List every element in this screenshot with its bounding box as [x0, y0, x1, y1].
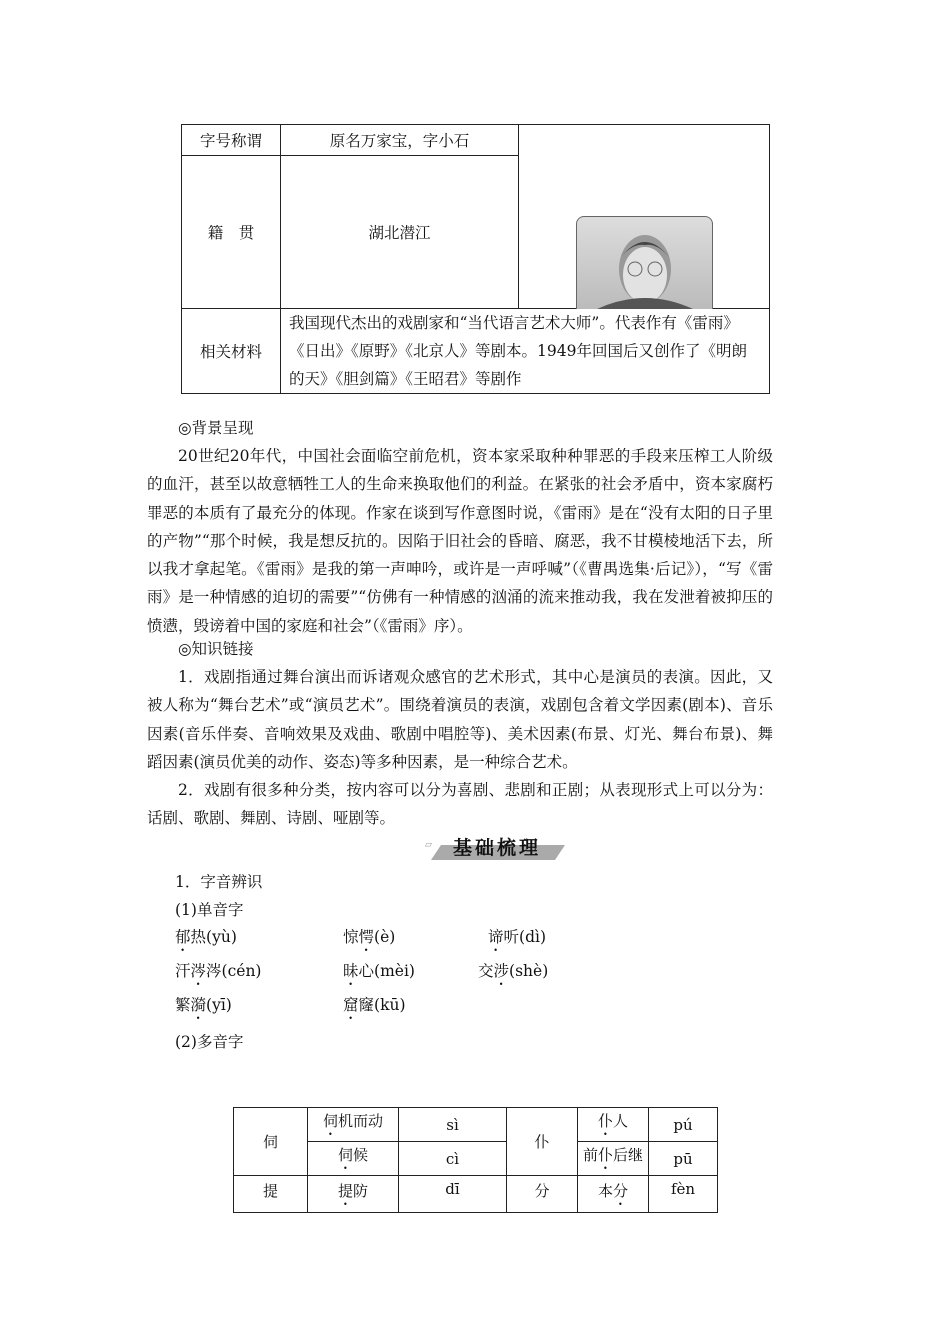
word-part: 谛 [488, 928, 504, 946]
word-pu1: 仆人 [578, 1108, 649, 1142]
word-part: 交 [478, 962, 494, 980]
author-portrait-photo [576, 216, 713, 309]
label-related: 相关材料 [182, 309, 281, 394]
pronunciation-heading: 1．字音辨识 [175, 873, 263, 891]
word-part: 惊 [343, 928, 359, 946]
pinyin: (yù) [206, 928, 237, 946]
knowledge-item: 1．戏剧指通过舞台演出而诉诸观众感官的艺术形式，其中心是演员的表演。因此，又被人称为“舞台艺术”或“演员艺术”。围绕着演员的表演，戏剧包含着文学因素(剧本)、音乐因素(音乐伴奏、音响效果及戏曲、歌剧中唱腔等)、美术因素(布景、灯光、舞台布景)、舞蹈因素(演员优美的动作、姿态)等多种因素，是一种综合艺术。 [147, 668, 773, 771]
word-pu2: 前仆后继 [578, 1142, 649, 1176]
single-word-item [478, 959, 548, 989]
polyphone-table [233, 1107, 718, 1213]
single-word-item [343, 925, 395, 955]
word-ti: 提防 [308, 1176, 399, 1213]
single-word-item [175, 993, 232, 1023]
pinyin: (mèi) [374, 962, 415, 980]
word-part: 繁 [175, 996, 191, 1014]
background-text: 20世纪20年代，中国社会面临空前危机，资本家采取种种罪恶的手段来压榨工人阶级的血汗，甚至以故意牺牲工人的生命来换取他们的利益。在紧张的社会矛盾中，资本家腐朽罪恶的本质有了最充分的体现。作家在谈到写作意图时说，《雷雨》是在“没有太阳的日子里的产物”“那个时候，我是想反抗的。因陷于旧社会的昏暗、腐恶，我不甘模棱地活下去，所以我才拿起笔。《雷雨》是我的第一声呻吟，或许是一声呼喊”（《曹禺选集·后记》），“写《雷雨》是一种情感的迫切的需要”“仿佛有一种情感的汹涌的流来推动我，我在发泄着被抑压的愤懑，毁谤着中国的家庭和社会”（《雷雨》序）。 [147, 447, 773, 635]
pinyin: (dì) [519, 928, 547, 946]
word-part: 郁 [175, 928, 191, 946]
word-si2: 伺候 [308, 1142, 399, 1176]
single-word-item [488, 925, 546, 955]
single-word-item [175, 925, 237, 955]
word-part: 愕 [358, 928, 375, 946]
polyphone-char: 分 [507, 1176, 578, 1213]
pinyin: dī [399, 1176, 507, 1213]
section-banner [425, 833, 565, 861]
word-part: 窿 [358, 996, 375, 1014]
label-hometown: 籍 贯 [182, 156, 281, 309]
pinyin: (shè) [509, 962, 549, 980]
pinyin: pū [649, 1142, 718, 1176]
value-hometown: 湖北潜江 [281, 156, 519, 309]
word-part: 漪 [190, 996, 207, 1014]
background-heading: ◎背景呈现 [178, 419, 254, 437]
value-related: 我国现代杰出的戏剧家和“当代语言艺术大师”。代表作有《雷雨》《日出》《原野》《北京人》等剧本。1949年回国后又创作了《明朗的天》《胆剑篇》《王昭君》等剧作 [281, 309, 770, 394]
pinyin: (è) [374, 928, 396, 946]
word-part: 心 [358, 962, 375, 980]
word-part: 涔 [190, 962, 207, 980]
knowledge-item: 2．戏剧有很多种分类，按内容可以分为喜剧、悲剧和正剧；从表现形式上可以分为：话剧、歌剧、舞剧、诗剧、哑剧等。 [147, 781, 773, 828]
polyphone-char: 提 [234, 1176, 308, 1213]
pinyin: pú [649, 1108, 718, 1142]
word-part: 昧 [343, 962, 359, 980]
single-heading: (1)单音字 [175, 901, 244, 919]
pinyin: (cén) [221, 962, 262, 980]
knowledge-heading: ◎知识链接 [178, 640, 254, 658]
pinyin: sì [399, 1108, 507, 1142]
single-word-item [175, 959, 261, 989]
word-part: 涔 [206, 962, 222, 980]
word-fen: 本分 [578, 1176, 649, 1213]
word-si1: 伺机而动 [308, 1108, 399, 1142]
word-part: 听 [503, 928, 520, 946]
pinyin: fèn [649, 1176, 718, 1213]
word-part: 涉 [493, 962, 510, 980]
single-word-item [343, 959, 415, 989]
single-word-item [343, 993, 406, 1023]
pinyin: (kū) [374, 996, 406, 1014]
svg-text:▱: ▱ [425, 840, 432, 850]
pinyin: (yī) [206, 996, 232, 1014]
word-part: 热 [190, 928, 207, 946]
pinyin: cì [399, 1142, 507, 1176]
background-paragraph [147, 442, 773, 640]
polyphone-char: 仆 [507, 1108, 578, 1176]
multi-heading: (2)多音字 [175, 1033, 244, 1051]
label-courtesy-name: 字号称谓 [182, 125, 281, 156]
value-courtesy-name: 原名万家宝，字小石 [281, 125, 519, 156]
banner-title: 基础梳理 [453, 837, 542, 859]
word-part: 汗 [175, 962, 191, 980]
word-part: 窟 [343, 996, 359, 1014]
knowledge-list [147, 663, 773, 833]
polyphone-char: 伺 [234, 1108, 308, 1176]
